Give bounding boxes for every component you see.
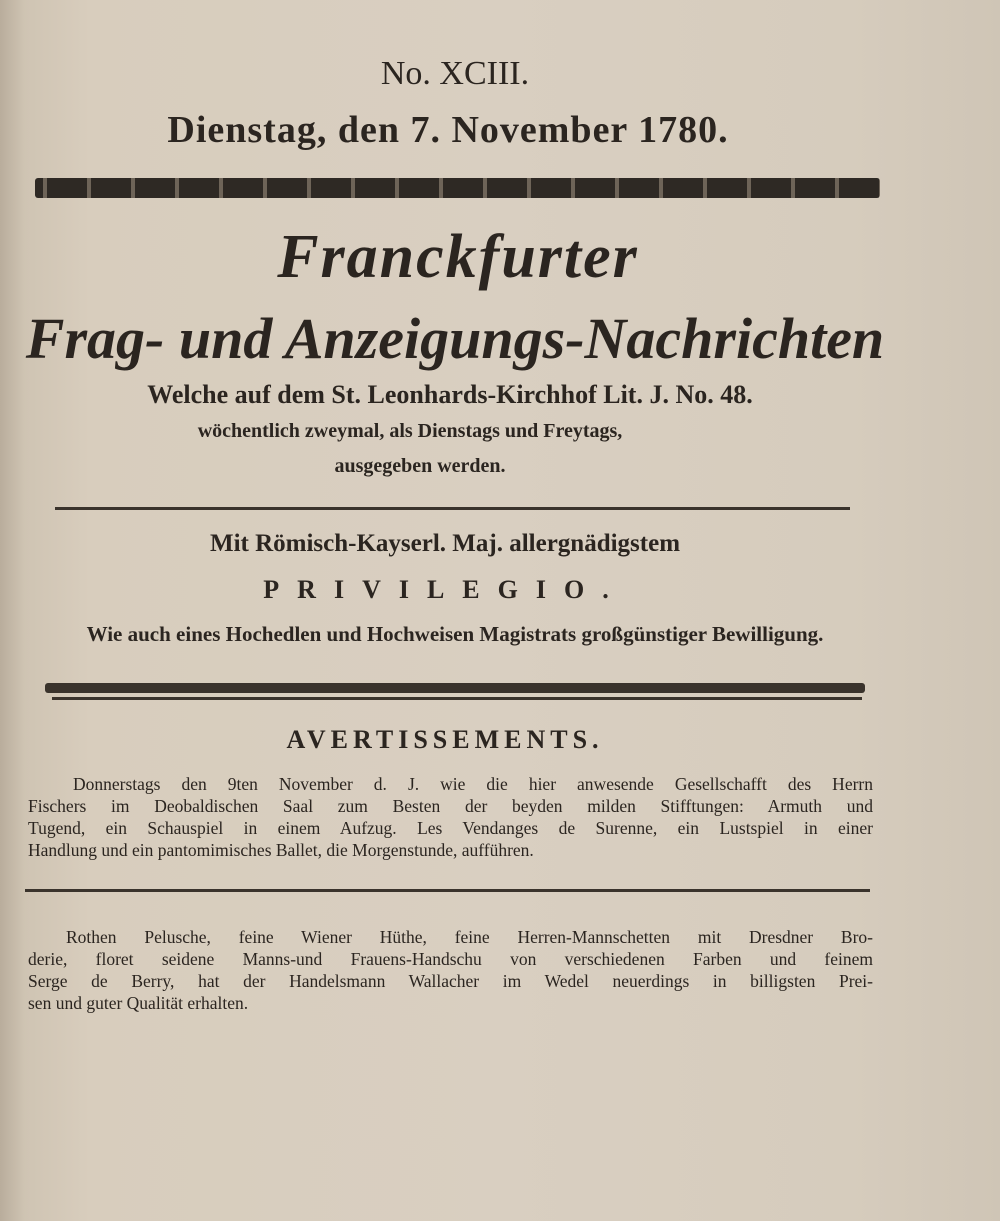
notice-line: Donnerstags den 9ten November d. J. wie die hier anwesende Gesellschafft des Herrn [73, 774, 873, 794]
thick-divider [45, 683, 865, 693]
divider-rule [55, 507, 850, 510]
title-line-2: Frag- und Anzeigungs-Nachrichten [25, 306, 885, 371]
notice-line: Fischers im Deobaldischen Saal zum Besten der beyden milden Stifftungen: Armuth und [28, 796, 873, 816]
subtitle-line: Welche auf dem St. Leonhards-Kirchhof Lit. J. No. 48. [147, 380, 753, 409]
notice-line: sen und guter Qualität erhalten. [28, 993, 249, 1013]
notice-line: derie, floret seidene Manns-und Frauens-Handschu von verschiedenen Farben und feinem [28, 949, 873, 969]
notice-merchant [28, 926, 873, 1014]
privilege-line: Mit Römisch-Kayserl. Maj. allergnädigstem [209, 530, 681, 557]
title-line-1: Franckfurter [277, 223, 639, 291]
issue-date: Dienstag, den 7. November 1780. [167, 109, 729, 151]
notice-line: Serge de Berry, hat der Handelsmann Wallacher im Wedel neuerdings in billigsten Prei- [28, 971, 873, 991]
ornamental-border [35, 178, 880, 198]
notice-line: Handlung und ein pantomimisches Ballet, die Morgenstunde, aufführen. [28, 840, 534, 860]
subtitle-line: ausgegeben werden. [334, 455, 506, 477]
privilege-line: Wie auch eines Hochedlen und Hochweisen Magistrats großgünstiger Bewilligung. [86, 622, 824, 646]
section-heading: AVERTISSEMENTS. [286, 725, 604, 754]
notice-line: Rothen Pelusche, feine Wiener Hüthe, feine Herren-Mannschetten mit Dresdner Bro- [66, 927, 873, 947]
privilege-heading: PRIVILEGIO. [263, 575, 627, 604]
subtitle-line: wöchentlich zweymal, als Dienstags und Freytags, [197, 420, 623, 442]
notice-theatre [28, 773, 873, 861]
notice-line: Tugend, ein Schauspiel in einem Aufzug. Les Vendanges de Surenne, ein Lustspiel in einer [28, 818, 873, 838]
issue-number: No. XCIII. [380, 55, 530, 92]
divider-rule [52, 697, 862, 700]
divider-rule [25, 889, 870, 892]
